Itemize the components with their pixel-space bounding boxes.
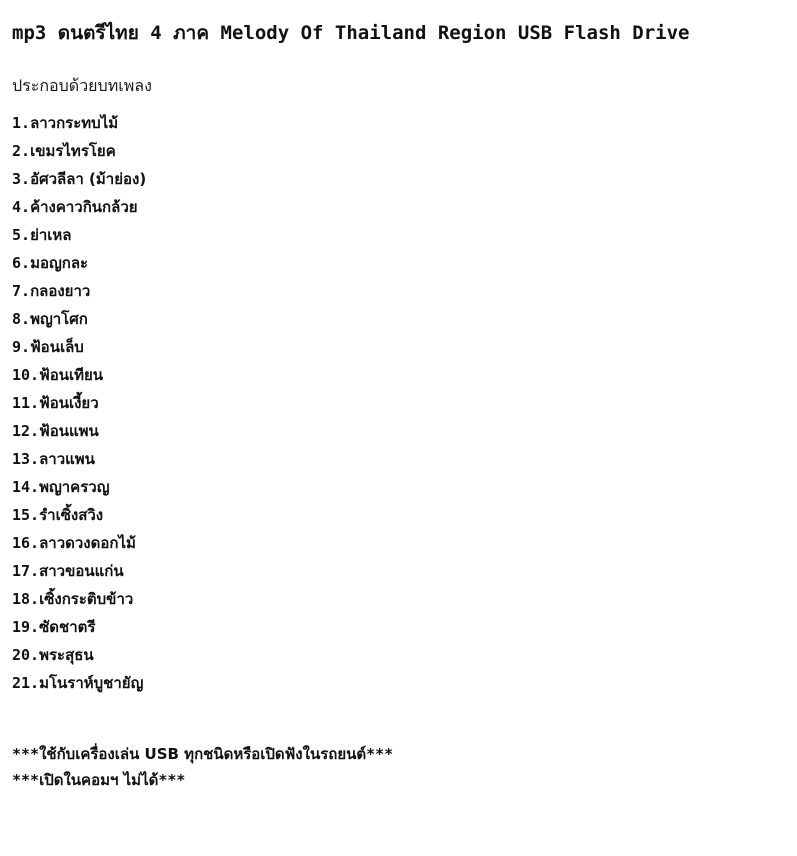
track-name: มอญกละ [30, 254, 89, 272]
track-name: พญาโศก [30, 310, 88, 328]
track-name: ย่าเหล [30, 226, 72, 244]
track-list [12, 109, 785, 697]
track-name: รำเซิ้งสวิง [39, 506, 104, 524]
track-number: 8. [12, 310, 31, 328]
track-number: 10. [12, 366, 40, 384]
track-number: 18. [12, 590, 40, 608]
note-text: เปิดในคอมฯ ไม่ได้ [39, 771, 159, 789]
intro-text: ประกอบด้วยบทเพลง [12, 76, 152, 95]
list-item [12, 417, 785, 445]
list-item [12, 501, 785, 529]
track-number: 12. [12, 422, 40, 440]
track-number: 7. [12, 282, 31, 300]
track-name: สาวขอนแก่น [39, 562, 124, 580]
list-item [12, 193, 785, 221]
track-name: ลาวแพน [39, 450, 95, 468]
page-title: mp3 ดนตรีไทย 4 ภาค Melody Of Thailand Region USB Flash Drive [12, 22, 690, 44]
note-prefix: *** [12, 771, 40, 789]
track-number: 4. [12, 198, 31, 216]
list-item [12, 585, 785, 613]
list-item [12, 361, 785, 389]
note-text: ใช้กับเครื่องเล่น USB ทุกชนิดหรือเปิดฟังในรถยนต์ [39, 745, 367, 763]
track-number: 16. [12, 534, 40, 552]
track-number: 3. [12, 170, 31, 188]
list-item [12, 249, 785, 277]
note-suffix: *** [366, 745, 394, 763]
list-item [12, 445, 785, 473]
list-item [12, 641, 785, 669]
track-name: อัศวลีลา (ม้าย่อง) [30, 170, 147, 188]
track-name: ลาวกระทบไม้ [30, 114, 119, 132]
track-name: มโนราห์บูชายัญ [39, 674, 144, 692]
list-item [12, 221, 785, 249]
track-number: 6. [12, 254, 31, 272]
track-number: 14. [12, 478, 40, 496]
list-item [12, 389, 785, 417]
spacer [12, 697, 785, 741]
track-number: 9. [12, 338, 31, 356]
usage-note-1 [12, 741, 785, 767]
list-item [12, 109, 785, 137]
note-prefix: *** [12, 745, 40, 763]
track-name: พญาครวญ [39, 478, 110, 496]
track-number: 15. [12, 506, 40, 524]
list-item [12, 305, 785, 333]
track-number: 19. [12, 618, 40, 636]
list-item [12, 277, 785, 305]
track-number: 21. [12, 674, 40, 692]
track-number: 11. [12, 394, 40, 412]
track-name: ซัดชาตรี [39, 618, 96, 636]
track-number: 1. [12, 114, 31, 132]
track-name: ฟ้อนเทียน [39, 366, 104, 384]
list-item [12, 613, 785, 641]
track-name: เซิ้งกระติบข้าว [39, 590, 134, 608]
usage-note-2 [12, 767, 785, 793]
track-name: พระสุธน [39, 646, 94, 664]
track-number: 17. [12, 562, 40, 580]
track-number: 2. [12, 142, 31, 160]
track-name: ฟ้อนเงี้ยว [39, 394, 99, 412]
track-number: 5. [12, 226, 31, 244]
list-item [12, 669, 785, 697]
track-name: เขมรไทรโยค [30, 142, 116, 160]
list-item [12, 473, 785, 501]
track-name: ค้างคาวกินกล้วย [30, 198, 138, 216]
track-name: กลองยาว [30, 282, 91, 300]
list-item [12, 165, 785, 193]
list-item [12, 529, 785, 557]
track-number: 13. [12, 450, 40, 468]
track-number: 20. [12, 646, 40, 664]
list-item [12, 333, 785, 361]
list-item [12, 137, 785, 165]
track-name: ฟ้อนแพน [39, 422, 99, 440]
list-item [12, 557, 785, 585]
track-name: ลาวดวงดอกไม้ [39, 534, 136, 552]
note-suffix: *** [158, 771, 186, 789]
track-name: ฟ้อนเล็บ [30, 338, 84, 356]
